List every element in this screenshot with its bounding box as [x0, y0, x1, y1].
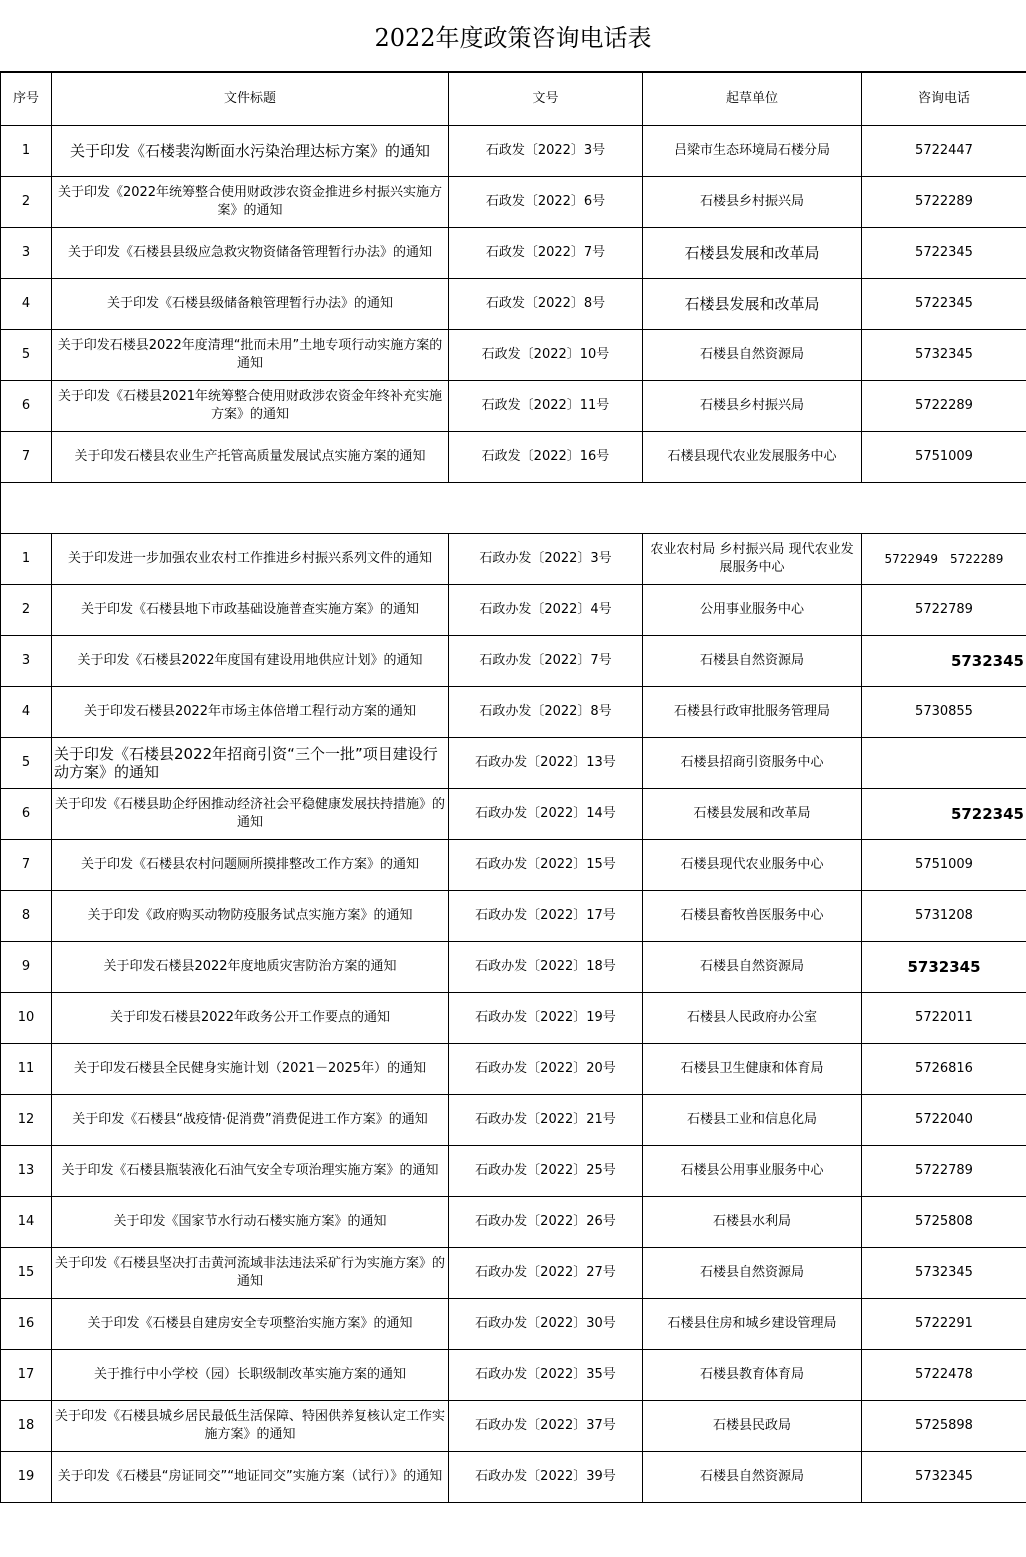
row-phone: 5722040: [862, 1095, 1026, 1146]
row-title: 关于印发石楼县全民健身实施计划（2021－2025年）的通知: [52, 1044, 449, 1095]
row-docno: 石政办发〔2022〕39号: [449, 1452, 643, 1503]
row-docno: 石政办发〔2022〕35号: [449, 1350, 643, 1401]
header-cell-phone: 咨询电话: [862, 73, 1026, 126]
table-row: [1, 1095, 1026, 1146]
row-unit: 石楼县民政局: [643, 1401, 862, 1452]
table-row: [1, 738, 1026, 789]
table-row: [1, 1299, 1026, 1350]
row-unit: 石楼县现代农业服务中心: [643, 840, 862, 891]
row-title: 关于印发石楼县2022年度地质灾害防治方案的通知: [52, 942, 449, 993]
row-docno: 石政发〔2022〕8号: [449, 279, 643, 330]
row-title: 关于印发《2022年统筹整合使用财政涉农资金推进乡村振兴实施方案》的通知: [52, 177, 449, 228]
table-row: [1, 891, 1026, 942]
row-phone: 5722345: [862, 279, 1026, 330]
row-index: 17: [1, 1350, 52, 1401]
row-index: 2: [1, 177, 52, 228]
row-title: 关于印发《石楼县地下市政基础设施普查实施方案》的通知: [52, 585, 449, 636]
row-index: 2: [1, 585, 52, 636]
row-title: 关于印发《石楼县县级应急救灾物资储备管理暂行办法》的通知: [52, 228, 449, 279]
row-index: 6: [1, 789, 52, 840]
table-row: [1, 1146, 1026, 1197]
row-index: 5: [1, 738, 52, 789]
row-docno: 石政办发〔2022〕21号: [449, 1095, 643, 1146]
row-unit: 石楼县行政审批服务管理局: [643, 687, 862, 738]
row-unit: 石楼县自然资源局: [643, 1452, 862, 1503]
table-row: [1, 636, 1026, 687]
row-title: 关于印发《石楼裴沟断面水污染治理达标方案》的通知: [52, 126, 449, 177]
row-phone: 5722789: [862, 585, 1026, 636]
row-phone: 5722291: [862, 1299, 1026, 1350]
row-index: 10: [1, 993, 52, 1044]
row-title: 关于印发《石楼县城乡居民最低生活保障、特困供养复核认定工作实施方案》的通知: [52, 1401, 449, 1452]
table-row: [1, 1452, 1026, 1503]
row-docno: 石政办发〔2022〕15号: [449, 840, 643, 891]
row-unit: 公用事业服务中心: [643, 585, 862, 636]
row-index: 6: [1, 381, 52, 432]
row-phone: 5726816: [862, 1044, 1026, 1095]
row-docno: 石政发〔2022〕6号: [449, 177, 643, 228]
row-unit: 石楼县乡村振兴局: [643, 381, 862, 432]
row-index: 8: [1, 891, 52, 942]
row-phone: 5725898: [862, 1401, 1026, 1452]
header-cell-index: 序号: [1, 73, 52, 126]
row-title: 关于印发《石楼县自建房安全专项整治实施方案》的通知: [52, 1299, 449, 1350]
row-docno: 石政发〔2022〕16号: [449, 432, 643, 483]
header-cell-docno: 文号: [449, 73, 643, 126]
row-unit: 石楼县发展和改革局: [643, 228, 862, 279]
table-row: [1, 1401, 1026, 1452]
row-unit: 石楼县自然资源局: [643, 330, 862, 381]
row-title: 关于印发《石楼县助企纾困推动经济社会平稳健康发展扶持措施》的通知: [52, 789, 449, 840]
row-phone: 5722478: [862, 1350, 1026, 1401]
row-phone: 5725808: [862, 1197, 1026, 1248]
row-unit: 石楼县公用事业服务中心: [643, 1146, 862, 1197]
row-unit: 吕梁市生态环境局石楼分局: [643, 126, 862, 177]
header-row: [1, 73, 1026, 126]
table-row: [1, 1197, 1026, 1248]
row-phone: 5722289: [862, 177, 1026, 228]
row-docno: 石政办发〔2022〕8号: [449, 687, 643, 738]
row-index: 19: [1, 1452, 52, 1503]
row-unit: 石楼县工业和信息化局: [643, 1095, 862, 1146]
row-docno: 石政办发〔2022〕19号: [449, 993, 643, 1044]
row-unit: 石楼县住房和城乡建设管理局: [643, 1299, 862, 1350]
row-title: 关于印发石楼县2022年政务公开工作要点的通知: [52, 993, 449, 1044]
row-docno: 石政办发〔2022〕13号: [449, 738, 643, 789]
table-row: [1, 840, 1026, 891]
row-title: 关于印发石楼县农业生产托管高质量发展试点实施方案的通知: [52, 432, 449, 483]
row-phone: 5732345: [862, 942, 1026, 993]
row-phone: 5722447: [862, 126, 1026, 177]
row-index: 15: [1, 1248, 52, 1299]
row-phone: 5722949 5722289: [862, 534, 1026, 585]
row-title: 关于推行中小学校（园）长职级制改革实施方案的通知: [52, 1350, 449, 1401]
table-row: [1, 126, 1026, 177]
row-index: 13: [1, 1146, 52, 1197]
table-row: [1, 432, 1026, 483]
table-row: [1, 177, 1026, 228]
row-index: 18: [1, 1401, 52, 1452]
row-phone: 5722011: [862, 993, 1026, 1044]
row-docno: 石政办发〔2022〕27号: [449, 1248, 643, 1299]
row-unit: 石楼县教育体育局: [643, 1350, 862, 1401]
row-title: 关于印发《石楼县坚决打击黄河流域非法违法采矿行为实施方案》的通知: [52, 1248, 449, 1299]
row-title: 关于印发《国家节水行动石楼实施方案》的通知: [52, 1197, 449, 1248]
row-unit: 石楼县现代农业发展服务中心: [643, 432, 862, 483]
row-docno: 石政办发〔2022〕30号: [449, 1299, 643, 1350]
row-docno: 石政办发〔2022〕14号: [449, 789, 643, 840]
row-phone: 5751009: [862, 840, 1026, 891]
row-index: 14: [1, 1197, 52, 1248]
row-title: 关于印发《石楼县“房证同交”“地证同交”实施方案（试行）》的通知: [52, 1452, 449, 1503]
row-unit: 石楼县自然资源局: [643, 1248, 862, 1299]
header-cell-title: 文件标题: [52, 73, 449, 126]
row-index: 11: [1, 1044, 52, 1095]
row-phone: 5732345: [862, 1248, 1026, 1299]
row-unit: 农业农村局 乡村振兴局 现代农业发展服务中心: [643, 534, 862, 585]
row-title: 关于印发《石楼县2022年招商引资“三个一批”项目建设行动方案》的通知: [52, 738, 449, 789]
table-row: [1, 534, 1026, 585]
row-docno: 石政办发〔2022〕17号: [449, 891, 643, 942]
row-index: 7: [1, 840, 52, 891]
row-title: 关于印发石楼县2022年市场主体倍增工程行动方案的通知: [52, 687, 449, 738]
row-index: 3: [1, 228, 52, 279]
row-title: 关于印发进一步加强农业农村工作推进乡村振兴系列文件的通知: [52, 534, 449, 585]
row-title: 关于印发《石楼县“战疫情·促消费”消费促进工作方案》的通知: [52, 1095, 449, 1146]
row-index: 9: [1, 942, 52, 993]
row-index: 5: [1, 330, 52, 381]
table-row: [1, 381, 1026, 432]
row-docno: 石政发〔2022〕3号: [449, 126, 643, 177]
row-docno: 石政发〔2022〕10号: [449, 330, 643, 381]
row-phone: 5732345: [862, 1452, 1026, 1503]
row-title: 关于印发《石楼县瓶装液化石油气安全专项治理实施方案》的通知: [52, 1146, 449, 1197]
row-phone: 5732345: [862, 636, 1026, 687]
row-phone: 5722345: [862, 789, 1026, 840]
row-docno: 石政办发〔2022〕26号: [449, 1197, 643, 1248]
row-title: 关于印发《石楼县级储备粮管理暂行办法》的通知: [52, 279, 449, 330]
row-index: 7: [1, 432, 52, 483]
table-row: [1, 993, 1026, 1044]
row-phone: 5731208: [862, 891, 1026, 942]
table-row: [1, 687, 1026, 738]
row-docno: 石政发〔2022〕11号: [449, 381, 643, 432]
row-index: 1: [1, 534, 52, 585]
row-unit: 石楼县招商引资服务中心: [643, 738, 862, 789]
row-docno: 石政办发〔2022〕25号: [449, 1146, 643, 1197]
row-unit: 石楼县水利局: [643, 1197, 862, 1248]
table-row: [1, 330, 1026, 381]
page-title: 2022年度政策咨询电话表: [0, 0, 1026, 72]
row-title: 关于印发《石楼县农村问题厕所摸排整改工作方案》的通知: [52, 840, 449, 891]
table-row: [1, 585, 1026, 636]
row-title: 关于印发《石楼县2021年统筹整合使用财政涉农资金年终补充实施方案》的通知: [52, 381, 449, 432]
row-unit: 石楼县发展和改革局: [643, 789, 862, 840]
row-docno: 石政办发〔2022〕20号: [449, 1044, 643, 1095]
row-index: 16: [1, 1299, 52, 1350]
row-phone: 5730855: [862, 687, 1026, 738]
row-title: 关于印发石楼县2022年度清理“批而未用”土地专项行动实施方案的通知: [52, 330, 449, 381]
row-index: 1: [1, 126, 52, 177]
row-unit: 石楼县畜牧兽医服务中心: [643, 891, 862, 942]
table-row: [1, 279, 1026, 330]
separator-row: [1, 483, 1026, 534]
table-row: [1, 789, 1026, 840]
row-unit: 石楼县乡村振兴局: [643, 177, 862, 228]
row-index: 4: [1, 279, 52, 330]
row-docno: 石政办发〔2022〕7号: [449, 636, 643, 687]
row-docno: 石政办发〔2022〕4号: [449, 585, 643, 636]
row-index: 3: [1, 636, 52, 687]
row-phone: 5751009: [862, 432, 1026, 483]
row-docno: 石政办发〔2022〕18号: [449, 942, 643, 993]
table-row: [1, 942, 1026, 993]
policy-table: [0, 72, 1026, 1503]
row-index: 4: [1, 687, 52, 738]
row-unit: 石楼县卫生健康和体育局: [643, 1044, 862, 1095]
row-docno: 石政办发〔2022〕37号: [449, 1401, 643, 1452]
row-unit: 石楼县人民政府办公室: [643, 993, 862, 1044]
row-phone: [862, 738, 1026, 789]
row-index: 12: [1, 1095, 52, 1146]
row-title: 关于印发《石楼县2022年度国有建设用地供应计划》的通知: [52, 636, 449, 687]
row-phone: 5722289: [862, 381, 1026, 432]
row-docno: 石政办发〔2022〕3号: [449, 534, 643, 585]
row-unit: 石楼县自然资源局: [643, 636, 862, 687]
row-title: 关于印发《政府购买动物防疫服务试点实施方案》的通知: [52, 891, 449, 942]
row-phone: 5722345: [862, 228, 1026, 279]
row-unit: 石楼县自然资源局: [643, 942, 862, 993]
separator-cell: [1, 483, 1026, 534]
table-row: [1, 228, 1026, 279]
row-phone: 5732345: [862, 330, 1026, 381]
row-docno: 石政发〔2022〕7号: [449, 228, 643, 279]
table-row: [1, 1044, 1026, 1095]
row-unit: 石楼县发展和改革局: [643, 279, 862, 330]
table-row: [1, 1248, 1026, 1299]
row-phone: 5722789: [862, 1146, 1026, 1197]
header-cell-unit: 起草单位: [643, 73, 862, 126]
table-row: [1, 1350, 1026, 1401]
